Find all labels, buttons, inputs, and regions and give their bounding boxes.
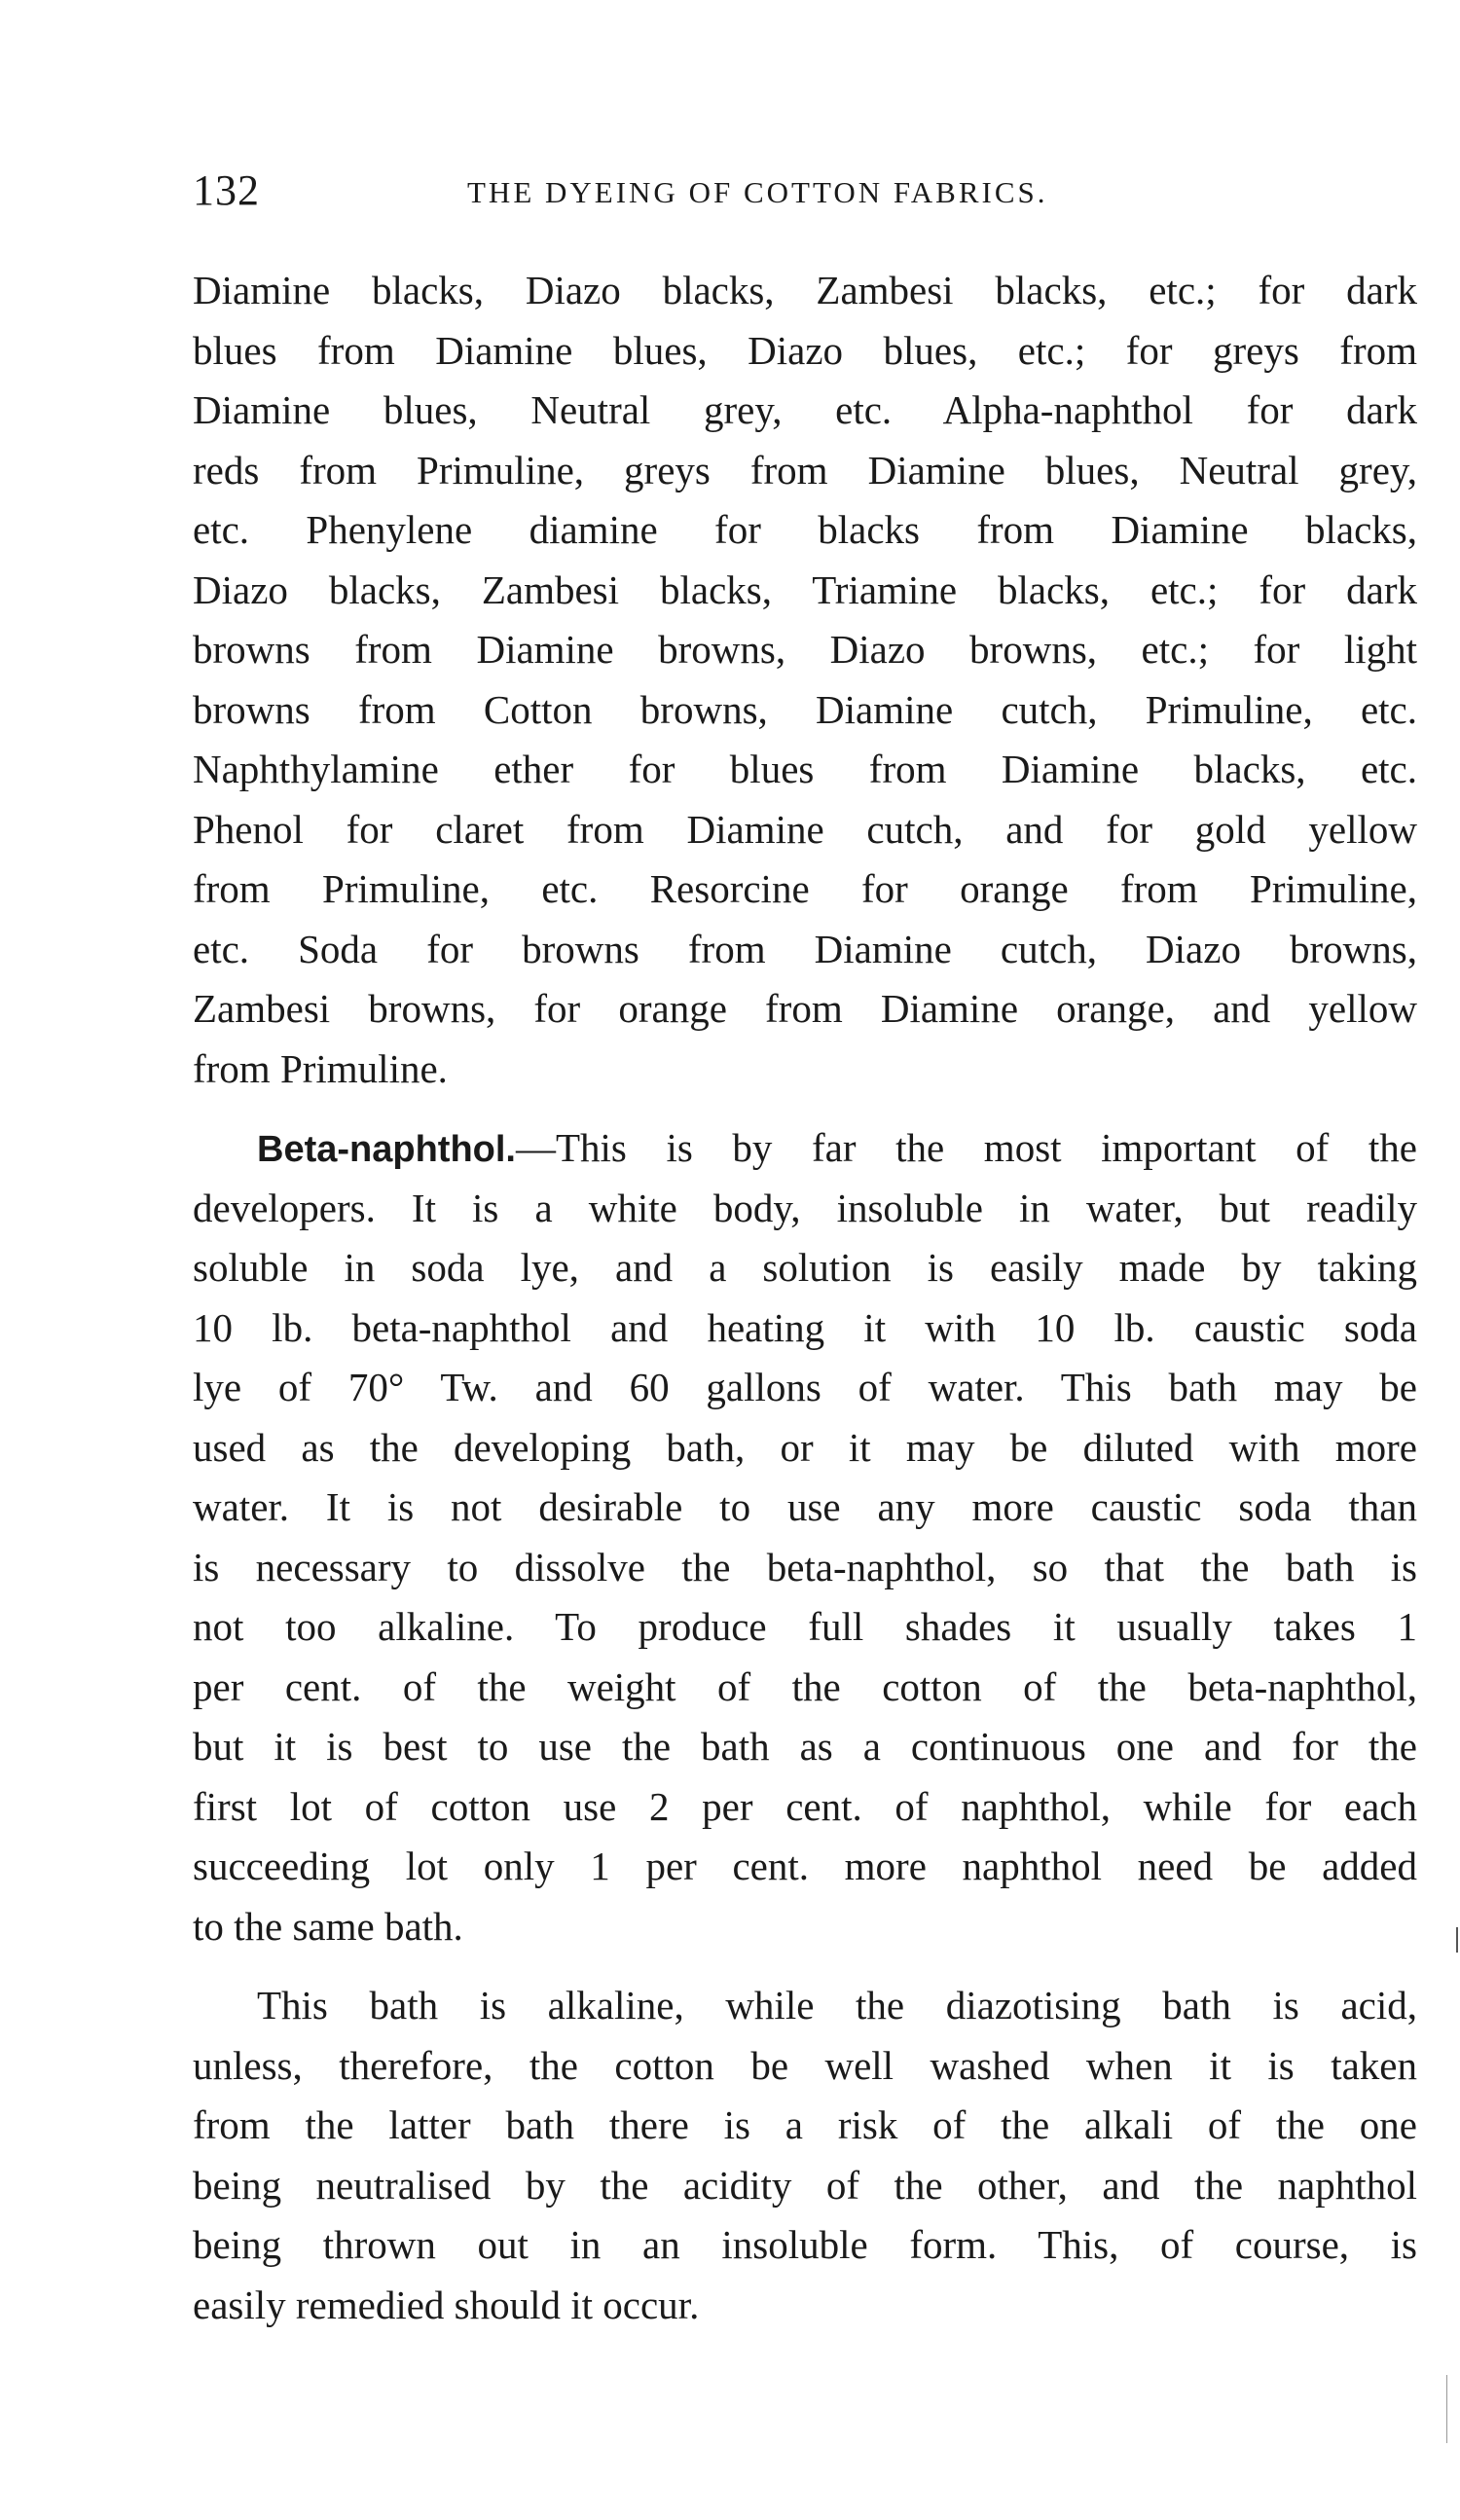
text-line: Diamine blacks, Diazo blacks, Zambesi blacks, etc.; for dark [193, 268, 1417, 312]
text-line: etc. Phenylene diamine for blacks from Diamine blacks, [193, 507, 1417, 552]
text-line: developers. It is a white body, insoluble in water, but readily [193, 1185, 1417, 1230]
text-line: from Primuline, etc. Resorcine for orange from Primuline, [193, 866, 1417, 911]
text-line: browns from Diamine browns, Diazo browns, etc.; for light [193, 627, 1417, 672]
text-line: per cent. of the weight of the cotton of the beta-naphthol, [193, 1663, 1417, 1709]
text-line: soluble in soda lye, and a solution is easily made by taking [193, 1245, 1417, 1290]
text-line: from Primuline. [193, 1045, 448, 1091]
paragraph-developers-list [193, 261, 1417, 1099]
page-number: 132 [193, 166, 260, 214]
running-head [193, 165, 1419, 224]
text-line: being neutralised by the acidity of the other, and the naphthol [193, 2162, 1417, 2208]
paragraph-gap [193, 1956, 1417, 1976]
text-line: from the latter bath there is a risk of the alkali of the one [193, 2102, 1417, 2147]
text-line: first lot of cotton use 2 per cent. of naphthol, while for each [193, 1783, 1417, 1829]
paragraph-alkaline-bath [193, 1976, 1417, 2335]
body-text [193, 261, 1417, 2335]
text-line: 10 lb. beta-naphthol and heating it with 10 lb. caustic soda [193, 1304, 1417, 1350]
text-line: Diamine blues, Neutral grey, etc. Alpha-naphthol for dark [193, 387, 1417, 432]
text-line: Naphthylamine ether for blues from Diamine blacks, etc. [193, 747, 1417, 791]
text-line: used as the developing bath, or it may be diluted with more [193, 1424, 1417, 1470]
text-line: is necessary to dissolve the beta-naphthol, so that the bath is [193, 1544, 1417, 1589]
running-title: THE DYEING OF COTTON FABRICS. [467, 175, 1048, 209]
section-heading-beta-naphthol: Beta-naphthol. [257, 1129, 516, 1170]
paragraph-gap [193, 1099, 1417, 1118]
scan-margin-mark [1456, 1927, 1458, 1953]
text-line: Phenol for claret from Diamine cutch, and for gold yellow [193, 806, 1417, 852]
text-line: etc. Soda for browns from Diamine cutch, Diazo browns, [193, 926, 1417, 971]
text-line: being thrown out in an insoluble form. This, of course, is [193, 2222, 1417, 2267]
text-line: but it is best to use the bath as a continuous one and for the [193, 1724, 1417, 1769]
text-line: reds from Primuline, greys from Diamine blues, Neutral grey, [193, 447, 1417, 493]
text-line: succeeding lot only 1 per cent. more naphthol need be added [193, 1844, 1417, 1888]
heading-line-text: —This is by far the most important of the [515, 1125, 1417, 1170]
scan-margin-mark [1446, 2375, 1447, 2443]
text-line: Diazo blacks, Zambesi blacks, Triamine blacks, etc.; for dark [193, 566, 1417, 612]
text-line: This bath is alkaline, while the diazotising bath is acid, [257, 1983, 1417, 2027]
text-line: Zambesi browns, for orange from Diamine orange, and yellow [193, 986, 1417, 1031]
text-line: to the same bath. [193, 1903, 463, 1949]
text-line: browns from Cotton browns, Diamine cutch, Primuline, etc. [193, 686, 1417, 732]
text-line: water. It is not desirable to use any more caustic soda than [193, 1484, 1417, 1529]
text-line: not too alkaline. To produce full shades it usually takes 1 [193, 1604, 1417, 1649]
paragraph-beta-naphthol [193, 1118, 1417, 1956]
text-line: lye of 70° Tw. and 60 gallons of water. This bath may be [193, 1365, 1417, 1409]
text-line: easily remedied should it occur. [193, 2282, 700, 2327]
text-line: blues from Diamine blues, Diazo blues, etc.; for greys from [193, 327, 1417, 373]
text-line: unless, therefore, the cotton be well washed when it is taken [193, 2042, 1417, 2088]
text-line [193, 1118, 1417, 1179]
